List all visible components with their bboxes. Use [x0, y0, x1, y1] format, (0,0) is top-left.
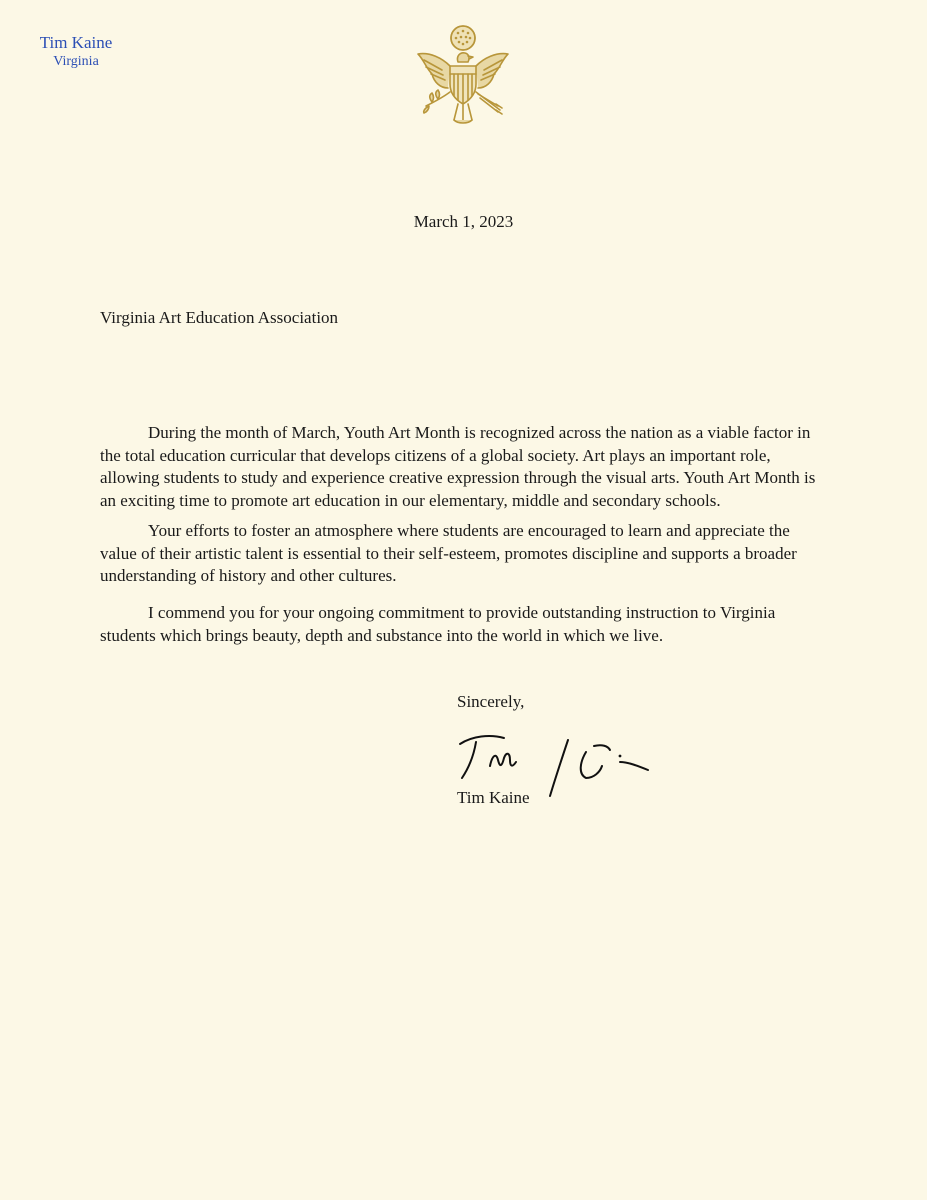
body-line: During the month of March, Youth Art Month is recognized across the nation as a viable factor in	[148, 423, 811, 442]
letterhead-name: Tim Kaine	[39, 33, 113, 52]
body-line: students which brings beauty, depth and substance into the world in which we live.	[100, 625, 664, 645]
closing: Sincerely,	[457, 692, 525, 711]
body-line: Your efforts to foster an atmosphere where students are encouraged to learn and appreciate the	[148, 521, 790, 540]
letterhead-state: Virginia	[53, 54, 99, 69]
body-paragraph-1	[100, 422, 840, 512]
recipient: Virginia Art Education Association	[100, 308, 339, 327]
body-paragraph-3	[100, 602, 840, 647]
body-paragraph-2	[100, 520, 840, 588]
body-line: value of their artistic talent is essential to their self-esteem, promotes discipline and supports a broader	[100, 543, 797, 563]
body-line: understanding of history and other cultures.	[100, 566, 397, 585]
eagle-seal-icon	[412, 22, 514, 132]
body-line: I commend you for your ongoing commitment to provide outstanding instruction to Virginia	[148, 603, 776, 622]
letter-date: March 1, 2023	[413, 212, 514, 231]
body-line: the total education curricular that develops citizens of a global society. Art plays an important role,	[100, 445, 771, 465]
signer-name: Tim Kaine	[457, 788, 530, 807]
body-line: an exciting time to promote art education in our elementary, middle and secondary schools.	[100, 490, 721, 510]
body-line: allowing students to study and experience creative expression through the visual arts. Youth Art Month is	[100, 468, 816, 487]
